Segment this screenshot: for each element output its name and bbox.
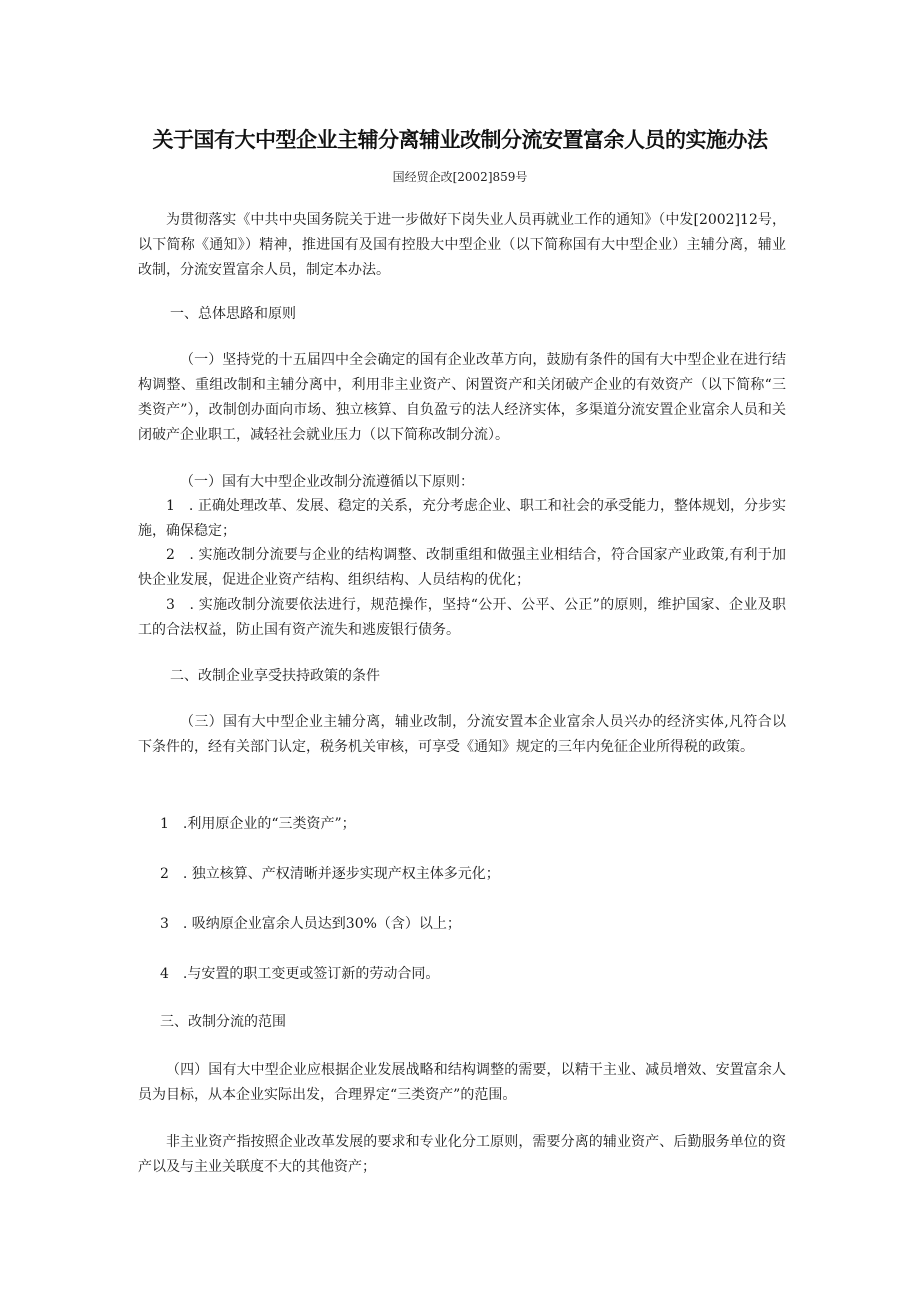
section2-item-2: 2 . 独立核算、产权清晰并逐步实现产权主体多元化； <box>160 866 500 882</box>
section1-paragraph-2: （一）国有大中型企业改制分流遵循以下原则： <box>180 474 474 490</box>
section1-item-1: 1 . 正确处理改革、发展、稳定的关系，充分考虑企业、职工和社会的承受能力，整体规划，分步实施，确保稳定； <box>138 498 786 539</box>
section2-item-4: 4 .与安置的职工变更或签订新的劳动合同。 <box>160 966 440 982</box>
section1-paragraph-1: （一）坚持党的十五届四中全会确定的国有企业改革方向，鼓励有条件的国有大中型企业在进行结构调整、重组改制和主辅分离中，利用非主业资产、闲置资产和关闭破产企业的有效资产（以下简称“三类资产”），改制创办面向市场、独立核算、自负盈亏的法人经济实体，多渠道分流安置企业富余人员和关闭破产企业职工，减轻社会就业压力（以下简称改制分流）。 <box>138 352 786 443</box>
section2-heading: 二、改制企业享受扶持政策的条件 <box>170 668 380 684</box>
document-number: 国经贸企改[2002]859号 <box>392 170 528 184</box>
section1-item-2: 2 . 实施改制分流要与企业的结构调整、改制重组和做强主业相结合，符合国家产业政策,有利于加快企业发展，促进企业资产结构、组织结构、人员结构的优化； <box>138 547 786 588</box>
section2-paragraph-1: （三）国有大中型企业主辅分离，辅业改制，分流安置本企业富余人员兴办的经济实体,凡符合以下条件的，经有关部门认定，税务机关审核，可享受《通知》规定的三年内免征企业所得税的政策。 <box>138 714 786 755</box>
section2-item-3: 3 . 吸纳原企业富余人员达到30%（含）以上； <box>160 916 461 932</box>
section2-item-1: 1 .利用原企业的“三类资产”； <box>160 816 356 832</box>
section3-heading: 三、改制分流的范围 <box>160 1014 286 1030</box>
section3-paragraph-2: 非主业资产指按照企业改革发展的要求和专业化分工原则，需要分离的辅业资产、后勤服务单位的资产以及与主业关联度不大的其他资产； <box>138 1134 786 1175</box>
section1-heading: 一、总体思路和原则 <box>170 306 296 322</box>
section1-item-3: 3 . 实施改制分流要依法进行，规范操作，坚持“公开、公平、公正”的原则，维护国家、企业及职工的合法权益，防止国有资产流失和逃废银行债务。 <box>138 597 786 638</box>
section3-paragraph-1: （四）国有大中型企业应根据企业发展战略和结构调整的需要，以精干主业、减员增效、安置富余人员为目标，从本企业实际出发，合理界定“三类资产”的范围。 <box>138 1062 786 1103</box>
intro-paragraph: 为贯彻落实《中共中央国务院关于进一步做好下岗失业人员再就业工作的通知》（中发[2002]12号，以下简称《通知》）精神，推进国有及国有控股大中型企业（以下简称国有大中型企业）主辅分离，辅业改制，分流安置富余人员，制定本办法。 <box>138 212 786 278</box>
document-title: 关于国有大中型企业主辅分离辅业改制分流安置富余人员的实施办法 <box>152 128 768 152</box>
